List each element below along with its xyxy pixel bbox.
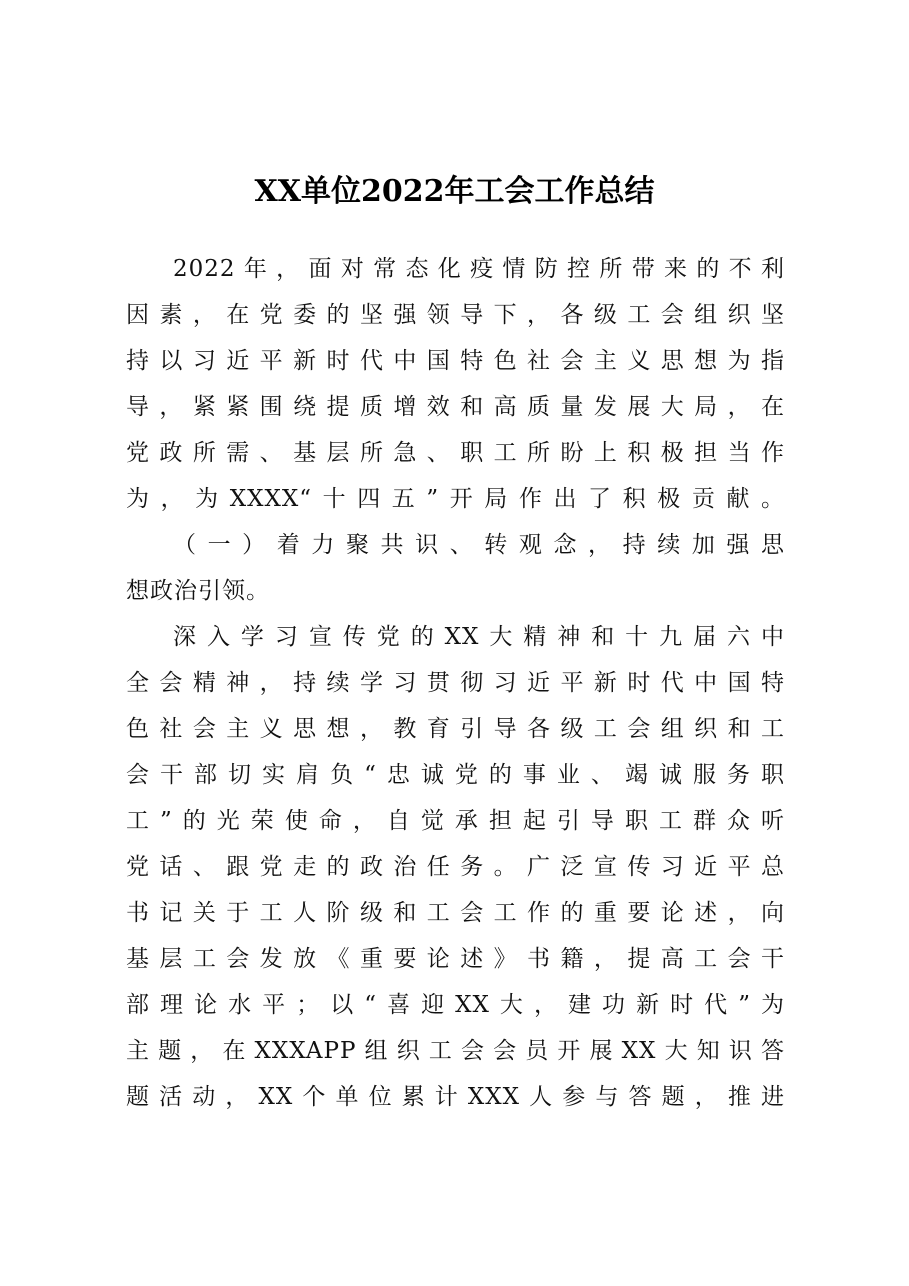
paragraph-line: 主题，在XXXAPP组织工会会员开展XX大知识答 (126, 1038, 785, 1064)
section-heading-line: （一）着力聚共识、转观念，持续加强思 (173, 532, 785, 558)
paragraph-line: 部理论水平；以“喜迎XX大，建功新时代”为 (126, 992, 785, 1018)
paragraph-line: 基层工会发放《重要论述》书籍，提高工会干 (126, 946, 785, 972)
document-title: XX单位2022年工会工作总结 (254, 174, 655, 209)
paragraph-line: 深入学习宣传党的XX大精神和十九届六中 (173, 624, 785, 650)
paragraph-line: 导，紧紧围绕提质增效和高质量发展大局，在 (126, 394, 785, 420)
paragraph-line: 持以习近平新时代中国特色社会主义思想为指 (126, 348, 785, 374)
paragraph-line: 色社会主义思想，教育引导各级工会组织和工 (126, 716, 785, 742)
paragraph-line: 因素，在党委的坚强领导下，各级工会组织坚 (126, 302, 785, 328)
paragraph-line: 为，为XXXX“十四五”开局作出了积极贡献。 (126, 486, 785, 512)
paragraph-line: 党政所需、基层所急、职工所盼上积极担当作 (126, 440, 785, 466)
paragraph-line: 全会精神，持续学习贯彻习近平新时代中国特 (126, 670, 785, 696)
paragraph-line: 会干部切实肩负“忠诚党的事业、竭诚服务职 (126, 762, 785, 788)
section-heading-line: 想政治引领。 (126, 578, 270, 604)
paragraph-line: 书记关于工人阶级和工会工作的重要论述，向 (126, 900, 785, 926)
paragraph-line: 题活动，XX个单位累计XXX人参与答题，推进 (126, 1084, 785, 1110)
paragraph-line: 工”的光荣使命，自觉承担起引导职工群众听 (126, 808, 785, 834)
paragraph-line: 党话、跟党走的政治任务。广泛宣传习近平总 (126, 854, 785, 880)
paragraph-line: 2022年，面对常态化疫情防控所带来的不利 (173, 256, 785, 282)
